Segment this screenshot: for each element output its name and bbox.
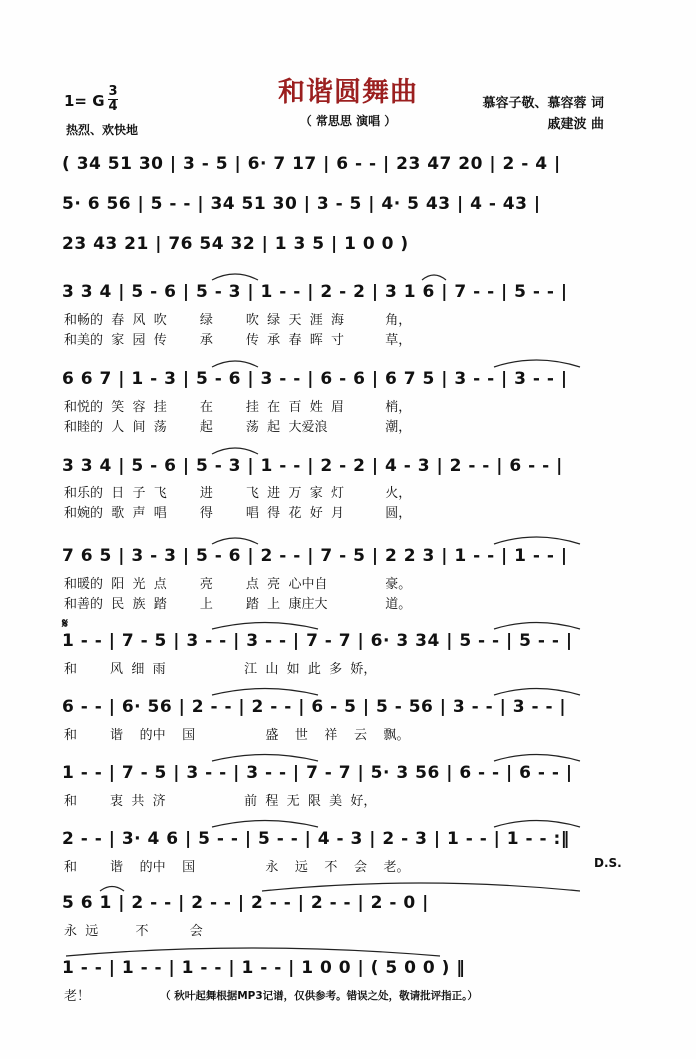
time-sig-top: 3 (108, 84, 118, 99)
lyric-line-7: 和暖的 阳 光 点 亮 点 亮 心中自 豪。 (64, 577, 412, 592)
slur-mark (212, 623, 318, 630)
composer-credit: 戚建波 曲 (547, 117, 604, 132)
lyric-line-9: 和 风 细 雨 江 山 如 此 多 娇， (64, 662, 377, 677)
score-line-2: 5· 6 56 | 5 - - | 34 51 30 | 3 - 5 | 4· 5 43 | 4 - 43 | (62, 194, 541, 214)
performer-credit: （ 常思思 演唱 ） (299, 114, 397, 128)
slur-mark (422, 275, 446, 280)
slur-mark (494, 821, 580, 828)
lyric-line-6: 和婉的 歌 声 唱 得 唱 得 花 好 月 圆， (64, 506, 412, 521)
song-title: 和谐圆舞曲 (278, 77, 418, 108)
da-segno-mark: D.S. (594, 856, 622, 870)
score-line-6: 3 3 4 | 5 - 6 | 5 - 3 | 1 - - | 2 - 2 | 4 - 3 | 2 - - | 6 - - | (62, 456, 563, 476)
lyric-line-13: 永 远 不 会 (64, 924, 203, 939)
slur-mark (494, 537, 580, 544)
lyric-line-12: 和 谐 的中 国 永 远 不 会 老。 (64, 860, 410, 875)
key-signature: 1= G (64, 92, 105, 110)
lyric-line-4: 和睦的 人 间 荡 起 荡 起 大爱浪 潮， (64, 420, 412, 435)
lyric-line-1: 和畅的 春 风 吹 绿 吹 绿 天 涯 海 角， (64, 313, 412, 328)
slur-mark (212, 361, 258, 367)
score-line-7: 7 6 5 | 3 - 3 | 5 - 6 | 2 - - | 7 - 5 | 2 2 3 | 1 - - | 1 - - | (62, 546, 568, 566)
slur-mark (66, 948, 440, 956)
score-line-10: 1 - - | 7 - 5 | 3 - - | 3 - - | 7 - 7 | 5· 3 56 | 6 - - | 6 - - | (62, 763, 573, 783)
score-line-12: 5 6 1 | 2 - - | 2 - - | 2 - - | 2 - - | 2 - 0 | (62, 893, 429, 913)
lyricist-credit: 慕容子敬、慕容蓉 词 (482, 96, 604, 111)
lyric-line-8: 和善的 民 族 踏 上 踏 上 康庄大 道。 (64, 597, 412, 612)
slur-mark (262, 883, 580, 891)
slur-mark (212, 689, 318, 696)
lyric-line-11: 和 衷 共 济 前 程 无 限 美 好， (64, 794, 377, 809)
slur-mark (212, 274, 258, 280)
slur-mark (212, 448, 258, 454)
slur-mark (212, 538, 258, 544)
score-line-5: 6 6 7 | 1 - 3 | 5 - 6 | 3 - - | 6 - 6 | 6 7 5 | 3 - - | 3 - - | (62, 369, 568, 389)
transcription-footnote: （ 秋叶起舞根据MP3记谱，仅供参考。错误之处，敬请批评指正。） (160, 990, 478, 1002)
score-line-8: 1 - - | 7 - 5 | 3 - - | 3 - - | 7 - 7 | 6· 3 34 | 5 - - | 5 - - | (62, 631, 573, 651)
lyric-line-14: 老！ (64, 989, 91, 1004)
slur-mark (100, 887, 124, 892)
slur-mark (494, 689, 580, 696)
lyric-line-10: 和 谐 的中 国 盛 世 祥 云 飘。 (64, 728, 410, 743)
score-line-4: 3 3 4 | 5 - 6 | 5 - 3 | 1 - - | 2 - 2 | 3 1 6 | 7 - - | 5 - - | (62, 282, 568, 302)
score-line-3: 23 43 21 | 76 54 32 | 1 3 5 | 1 0 0 ) (62, 234, 409, 254)
lyric-line-2: 和美的 家 园 传 承 传 承 春 晖 寸 草， (64, 333, 412, 348)
tempo-marking: 热烈、欢快地 (66, 123, 139, 137)
score-line-1: ( 34 51 30 | 3 - 5 | 6· 7 17 | 6 - - | 23 47 20 | 2 - 4 | (62, 154, 561, 174)
slur-mark (212, 755, 318, 762)
score-line-13: 1 - - | 1 - - | 1 - - | 1 - - | 1 0 0 | ( 5 0 0 ) ‖ (62, 958, 466, 978)
lyric-line-5: 和乐的 日 子 飞 进 飞 进 万 家 灯 火， (64, 486, 412, 501)
lyric-line-3: 和悦的 笑 容 挂 在 挂 在 百 姓 眉 梢， (64, 400, 412, 415)
slur-mark (494, 623, 580, 630)
time-sig-bottom: 4 (108, 99, 118, 114)
slur-mark (494, 360, 580, 367)
score-line-11: 2 - - | 3· 4 6 | 5 - - | 5 - - | 4 - 3 | 2 - 3 | 1 - - | 1 - - :‖ (62, 829, 570, 849)
score-line-9: 6 - - | 6· 56 | 2 - - | 2 - - | 6 - 5 | 5 - 56 | 3 - - | 3 - - | (62, 697, 567, 717)
slur-mark (212, 821, 318, 828)
slur-mark (494, 755, 580, 762)
segno-sign: 𝄋 (62, 616, 69, 632)
